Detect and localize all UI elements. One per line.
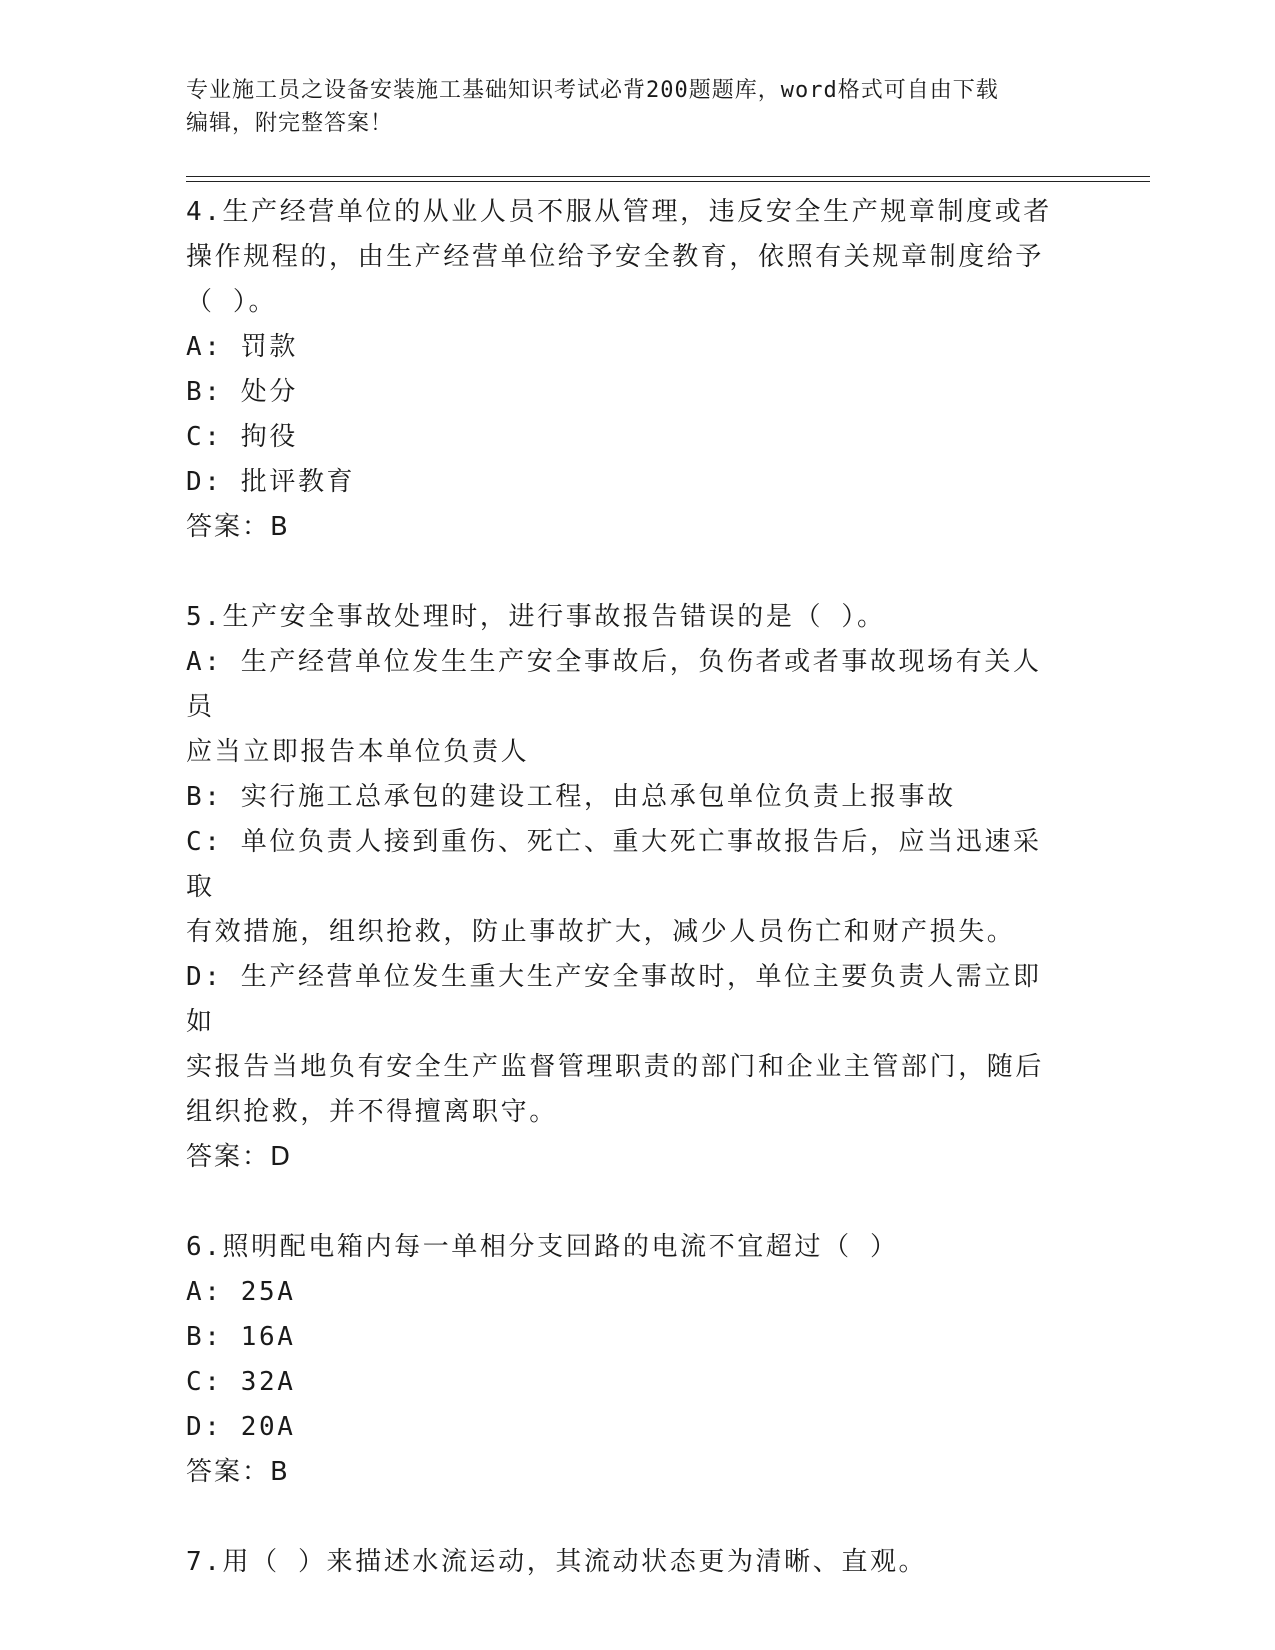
spacer — [186, 550, 1066, 595]
option-d: D: 20A — [186, 1412, 296, 1442]
option-b: B: 16A — [186, 1322, 296, 1352]
answer-line: 答案：B — [186, 512, 290, 542]
option-d-continued: 组织抢救，并不得擅离职守。 — [186, 1097, 558, 1127]
question-4 — [186, 190, 1066, 550]
option-c-continued: 有效措施，组织抢救，防止事故扩大，减少人员伤亡和财产损失。 — [186, 917, 1016, 947]
option-c: C: 单位负责人接到重伤、死亡、重大死亡事故报告后，应当迅速采取 — [186, 827, 1042, 902]
option-a: A: 生产经营单位发生生产安全事故后，负伤者或者事故现场有关人员 — [186, 647, 1042, 722]
option-a: A: 罚款 — [186, 332, 298, 362]
option-b: B: 处分 — [186, 377, 298, 407]
question-list — [186, 190, 1066, 1585]
spacer — [186, 1495, 1066, 1540]
header-rule-bottom — [186, 181, 1150, 182]
option-d: D: 生产经营单位发生重大生产安全事故时，单位主要负责人需立即如 — [186, 962, 1042, 1037]
header-title-line-2: 编辑，附完整答案！ — [186, 111, 394, 136]
option-c: C: 拘役 — [186, 422, 298, 452]
document-header — [186, 74, 1066, 140]
question-text-line: 6.照明配电箱内每一单相分支回路的电流不宜超过（ ） — [186, 1232, 899, 1262]
question-5 — [186, 595, 1066, 1180]
question-text-line: （ ）。 — [186, 287, 278, 317]
question-text-line: 7.用（ ）来描述水流运动，其流动状态更为清晰、直观。 — [186, 1547, 928, 1577]
question-text-line: 4.生产经营单位的从业人员不服从管理，违反安全生产规章制度或者 — [186, 197, 1052, 227]
spacer — [186, 1180, 1066, 1225]
question-text-line: 操作规程的，由生产经营单位给予安全教育，依照有关规章制度给予 — [186, 242, 1045, 272]
question-7 — [186, 1540, 1066, 1585]
option-a: A: 25A — [186, 1277, 296, 1307]
option-d: D: 批评教育 — [186, 467, 356, 497]
question-6 — [186, 1225, 1066, 1495]
header-title-line-1: 专业施工员之设备安装施工基础知识考试必背200题题库，word格式可自由下载 — [186, 78, 999, 103]
answer-line: 答案：D — [186, 1142, 293, 1172]
option-b: B: 实行施工总承包的建设工程，由总承包单位负责上报事故 — [186, 782, 956, 812]
header-rule-top — [186, 176, 1150, 177]
option-c: C: 32A — [186, 1367, 296, 1397]
option-d-continued: 实报告当地负有安全生产监督管理职责的部门和企业主管部门，随后 — [186, 1052, 1045, 1082]
answer-line: 答案：B — [186, 1457, 290, 1487]
option-a-continued: 应当立即报告本单位负责人 — [186, 737, 530, 767]
question-text-line: 5.生产安全事故处理时，进行事故报告错误的是（ ）。 — [186, 602, 886, 632]
